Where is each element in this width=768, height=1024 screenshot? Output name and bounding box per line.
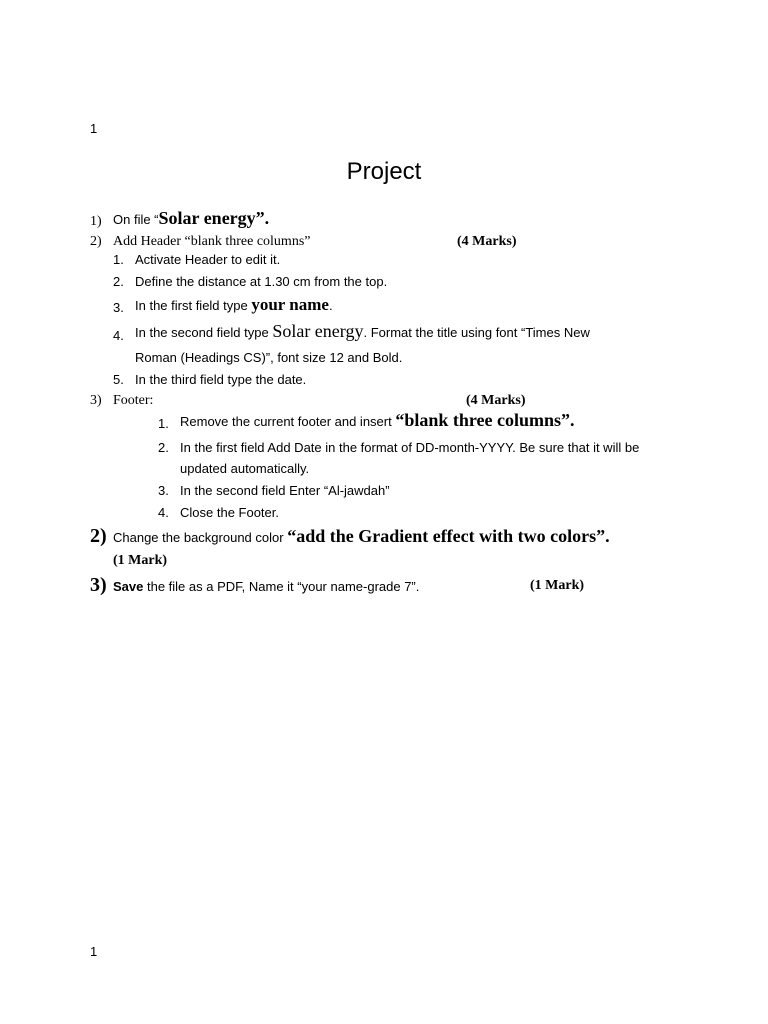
item3-text: Footer: <box>113 393 154 408</box>
item2-step3-number: 3. <box>113 300 124 315</box>
section2-marks: (1 Mark) <box>113 553 168 568</box>
item1-emph: Solar energy”. <box>158 208 270 228</box>
item2-step5-number: 5. <box>113 372 124 387</box>
item3-step4-number: 4. <box>158 505 169 520</box>
item2-step4-emph: Solar energy <box>272 321 364 341</box>
item3-marks: (4 Marks) <box>466 393 526 408</box>
section2-number: 2) <box>90 525 107 547</box>
item3-step2-text: In the first field Add Date in the format of DD-month-YYYY. Be sure that it will be <box>180 440 640 455</box>
item2-step4-cont: Roman (Headings CS)”, font size 12 and Bold. <box>135 350 403 365</box>
item1-number: 1) <box>90 214 102 229</box>
item3-step1-number: 1. <box>158 416 169 431</box>
item2-text: Add Header “blank three columns” <box>113 234 311 249</box>
item2-step3-post: . <box>328 298 333 313</box>
item2-step2-number: 2. <box>113 274 124 289</box>
section2-line <box>113 526 610 547</box>
item2-step1-number: 1. <box>113 252 124 267</box>
item3-number: 3) <box>90 393 102 408</box>
item1-line <box>113 208 269 229</box>
item2-step3-pre: In the first field type <box>135 298 252 313</box>
item2-step4-number: 4. <box>113 328 124 343</box>
item3-step1-line <box>180 410 575 431</box>
item3-step3-number: 3. <box>158 483 169 498</box>
section3-line <box>113 578 419 596</box>
item2-marks: (4 Marks) <box>457 234 517 249</box>
item3-step2-number: 2. <box>158 440 169 455</box>
page-title: Project <box>346 158 422 185</box>
footer-page-number: 1 <box>90 944 98 959</box>
item3-step4-text: Close the Footer. <box>180 505 279 520</box>
item2-step2-text: Define the distance at 1.30 cm from the top. <box>135 274 388 289</box>
section2-emph: “add the Gradient effect with two colors”. <box>287 526 610 546</box>
item1-prefix: On file “ <box>113 212 159 227</box>
section3-number: 3) <box>90 574 107 596</box>
item3-step1-emph: “blank three columns”. <box>395 410 575 430</box>
item3-step2-cont: updated automatically. <box>180 461 310 476</box>
item2-step4-pre: In the second field type <box>135 325 273 340</box>
item2-number: 2) <box>90 234 102 249</box>
header-page-number: 1 <box>90 121 98 136</box>
item3-step3-text: In the second field Enter “Al-jawdah” <box>180 483 390 498</box>
item2-step4-post: . Format the title using font “Times New <box>363 325 590 340</box>
item2-step3-emph: your name <box>251 295 329 314</box>
item2-step5-text: In the third field type the date. <box>135 372 307 387</box>
item2-step4-line <box>135 321 590 342</box>
item2-step1-text: Activate Header to edit it. <box>135 252 281 267</box>
section3-text: the file as a PDF, Name it “your name-grade 7”. <box>143 579 420 594</box>
section3-bold: Save <box>113 579 144 594</box>
section2-pre: Change the background color <box>113 530 288 545</box>
item3-step1-pre: Remove the current footer and insert <box>180 414 396 429</box>
item2-step3-line <box>135 295 333 315</box>
section3-marks: (1 Mark) <box>530 578 585 593</box>
